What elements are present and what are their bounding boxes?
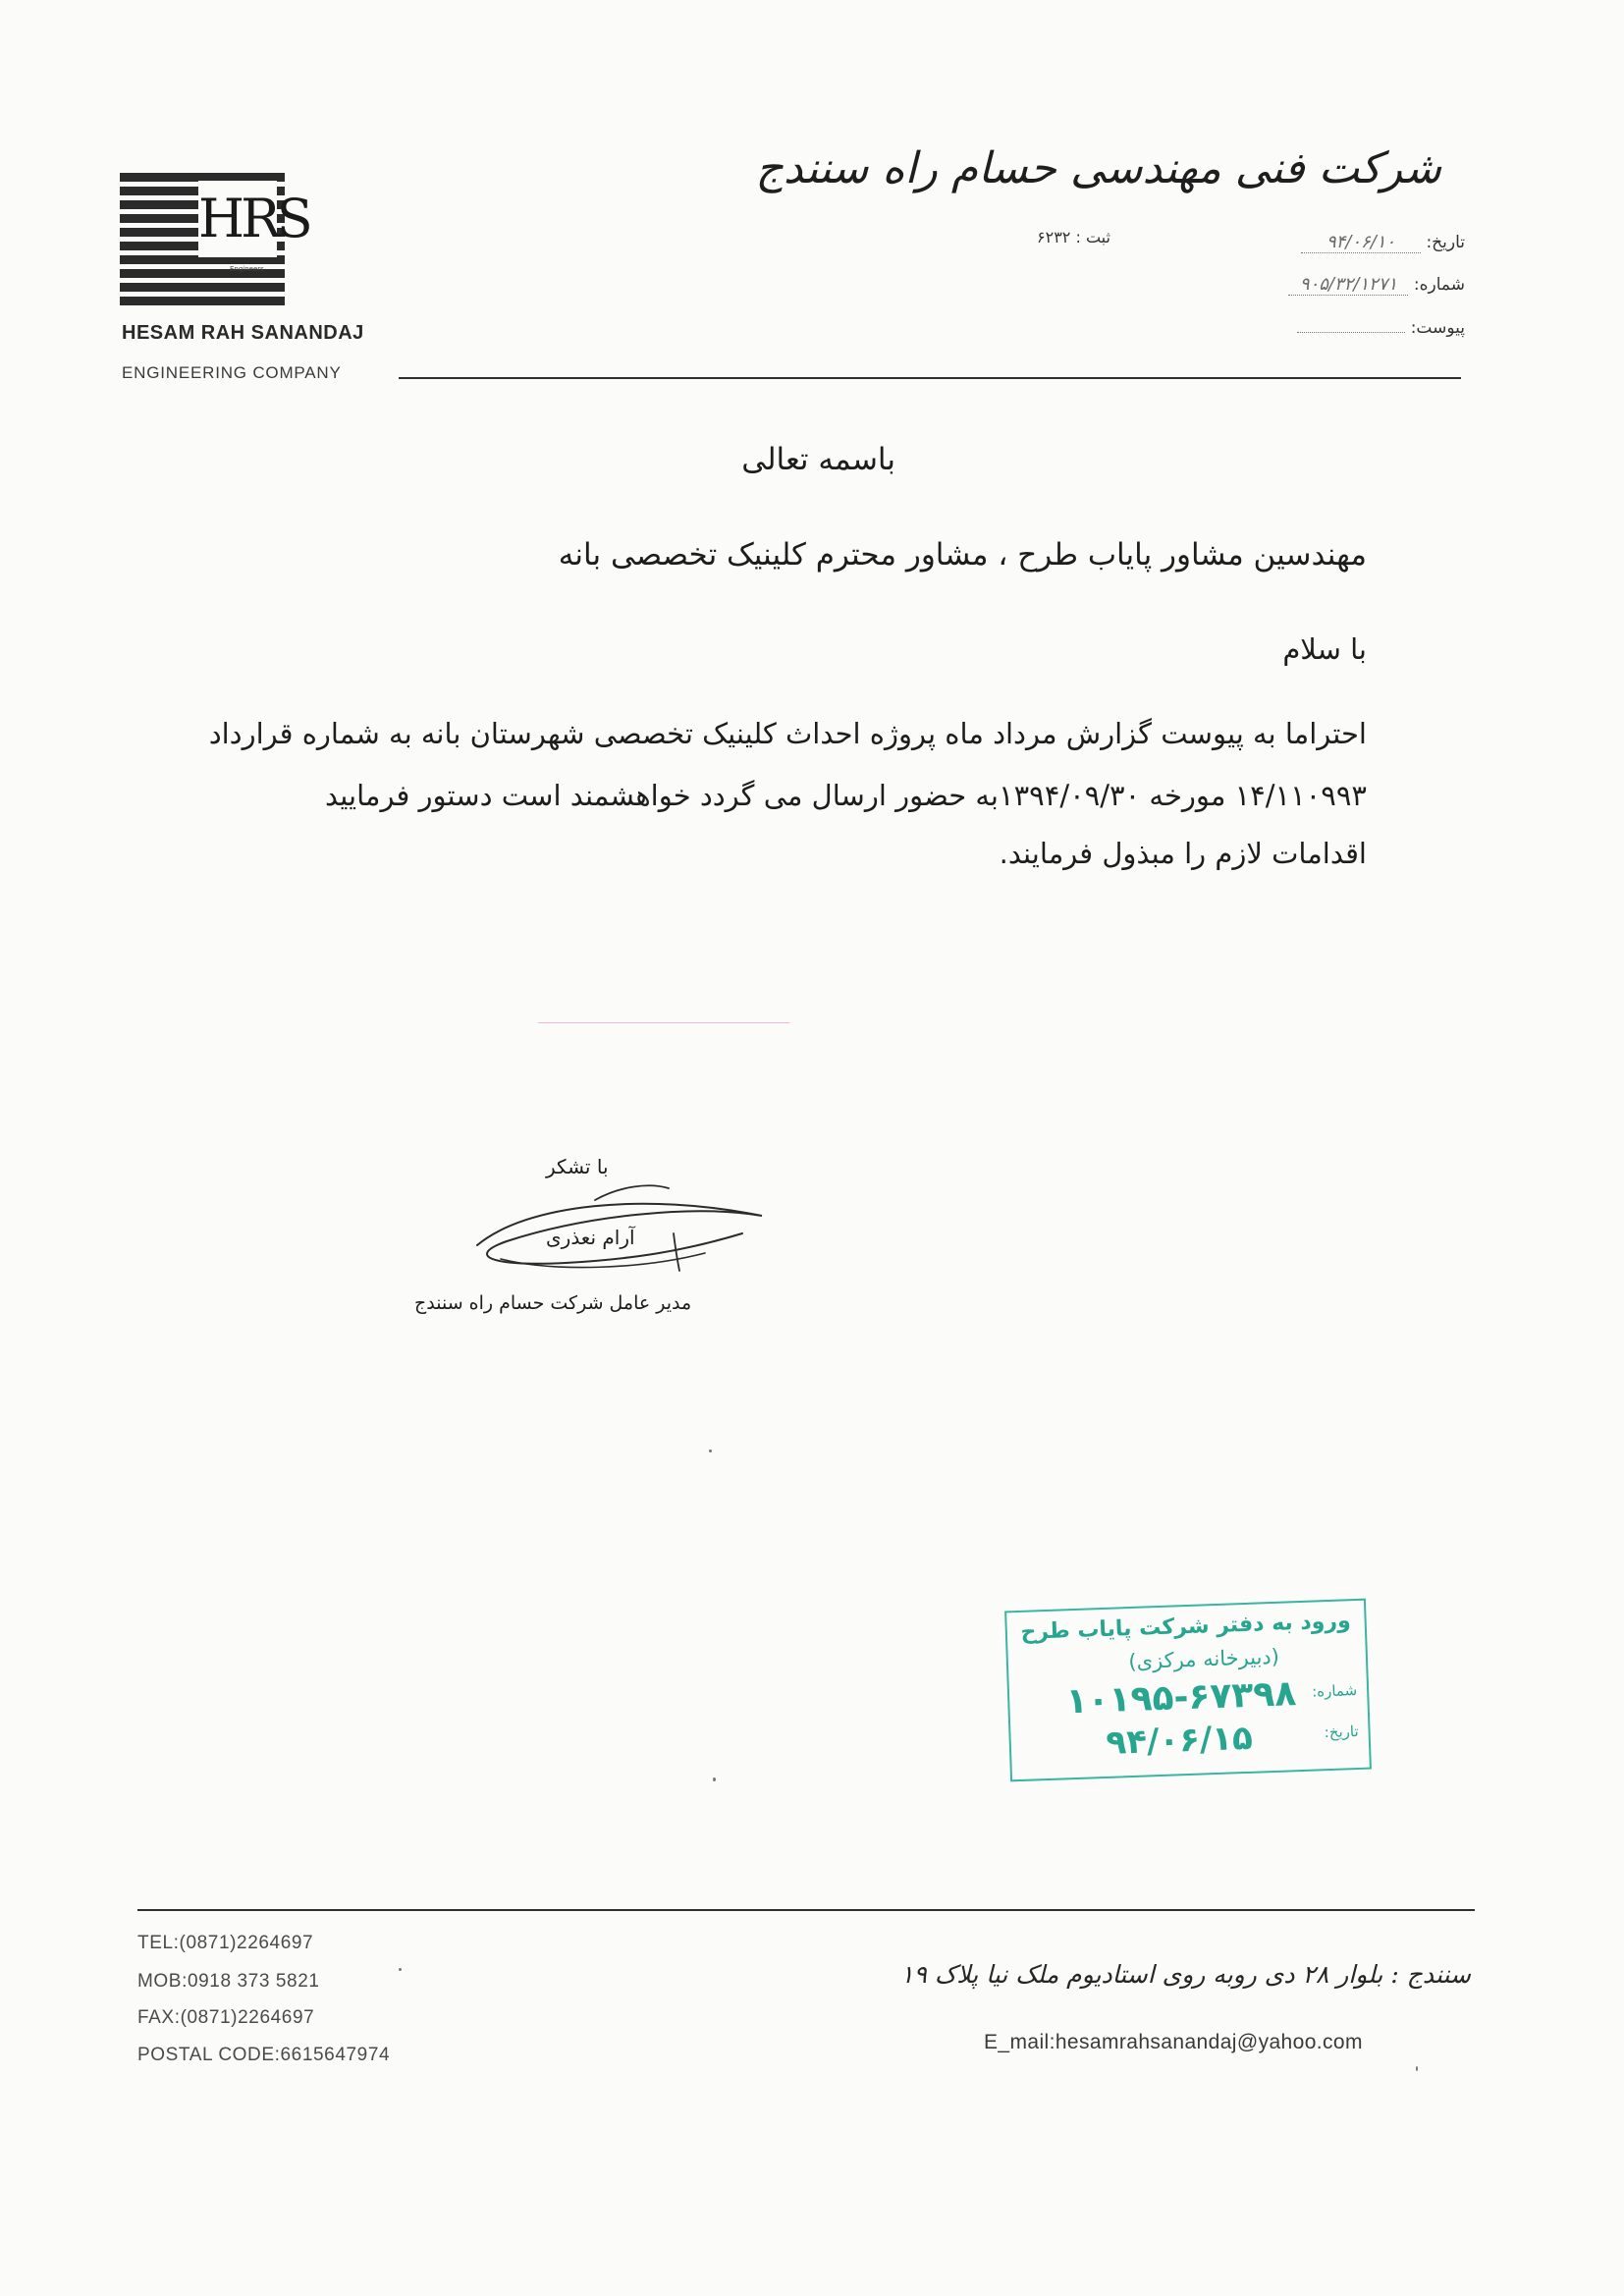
number-label: شماره: xyxy=(1413,275,1465,295)
attachment-blank xyxy=(1297,318,1405,333)
footer-address: سنندج : بلوار ۲۸ دی روبه روی استادیوم ملک نیا پلاک ۱۹ xyxy=(900,1960,1471,1989)
footer-tel: TEL:(0871)2264697 xyxy=(137,1933,314,1953)
letter-attachment-row xyxy=(1297,318,1465,338)
stamp-date-label: تاریخ: xyxy=(1324,1722,1359,1742)
bismillah-heading: باسمه تعالی xyxy=(741,442,895,477)
body-paragraph-line: اقدامات لازم را مبذول فرمایند. xyxy=(999,837,1367,870)
header-divider xyxy=(399,377,1461,379)
stamp-number: ۱۰۱۹۵-۶۷۳۹۸ xyxy=(1064,1673,1297,1722)
attachment-label: پیوست: xyxy=(1410,318,1465,338)
stamp-subtitle: (دبیرخانه مرکزی) xyxy=(1128,1644,1280,1674)
footer-email: E_mail:hesamrahsanandaj@yahoo.com xyxy=(984,2031,1363,2053)
date-value: ۹۴/۰۶/۱۰ xyxy=(1301,232,1421,253)
footer-fax: FAX:(0871)2264697 xyxy=(137,2007,315,2028)
stamp-number-label: شماره: xyxy=(1311,1680,1358,1701)
company-name-fa: شرکت فنی مهندسی حسام راه سنندج xyxy=(755,143,1441,193)
logo-tagline: Engineers xyxy=(230,265,264,273)
scan-speck xyxy=(1416,2066,1418,2071)
handwritten-signature xyxy=(448,1165,782,1283)
recipient-line: مهندسین مشاور پایاب طرح ، مشاور محترم کلینیک تخصصی بانه xyxy=(558,537,1367,573)
footer-postal-code: POSTAL CODE:6615647974 xyxy=(137,2045,391,2065)
scan-speck xyxy=(713,1777,716,1781)
closing-phrase: با تشکر xyxy=(546,1155,609,1178)
date-label: تاریخ: xyxy=(1426,233,1465,252)
letter-number-row xyxy=(1288,274,1465,296)
company-name-en: HESAM RAH SANANDAJ xyxy=(122,322,364,344)
scan-speck xyxy=(399,1968,402,1971)
footer-mobile: MOB:0918 373 5821 xyxy=(137,1971,320,1992)
stamp-date: ۹۴/۰۶/۱۵ xyxy=(1105,1718,1254,1763)
body-paragraph-line: احتراما به پیوست گزارش مرداد ماه پروژه احداث کلینیک تخصصی شهرستان بانه به شماره قرارداد xyxy=(208,717,1367,750)
receipt-stamp xyxy=(1004,1599,1372,1782)
logo-letters: HRS xyxy=(198,181,277,257)
signer-name: آرام نعذری xyxy=(546,1226,635,1249)
greeting: با سلام xyxy=(1282,632,1367,666)
scan-speck xyxy=(709,1449,712,1452)
number-value: ۹۰۵/۳۲/۱۲۷۱ xyxy=(1288,274,1408,296)
company-logo xyxy=(120,173,309,310)
stamp-title: ورود به دفتر شرکت پایاب طرح xyxy=(1020,1609,1352,1645)
body-paragraph-line: ۱۴/۱۱۰۹۹۳ مورخه ۱۳۹۴/۰۹/۳۰به حضور ارسال می گردد خواهشمند است دستور فرمایید xyxy=(325,779,1367,812)
footer-divider xyxy=(137,1909,1475,1911)
faint-pink-line xyxy=(538,1022,789,1023)
registration-number: ثبت : ۶۲۳۲ xyxy=(1037,228,1110,246)
signer-title: مدیر عامل شرکت حسام راه سنندج xyxy=(414,1292,692,1314)
letter-date-row xyxy=(1301,232,1465,253)
company-name-en-sub: ENGINEERING COMPANY xyxy=(122,363,342,382)
